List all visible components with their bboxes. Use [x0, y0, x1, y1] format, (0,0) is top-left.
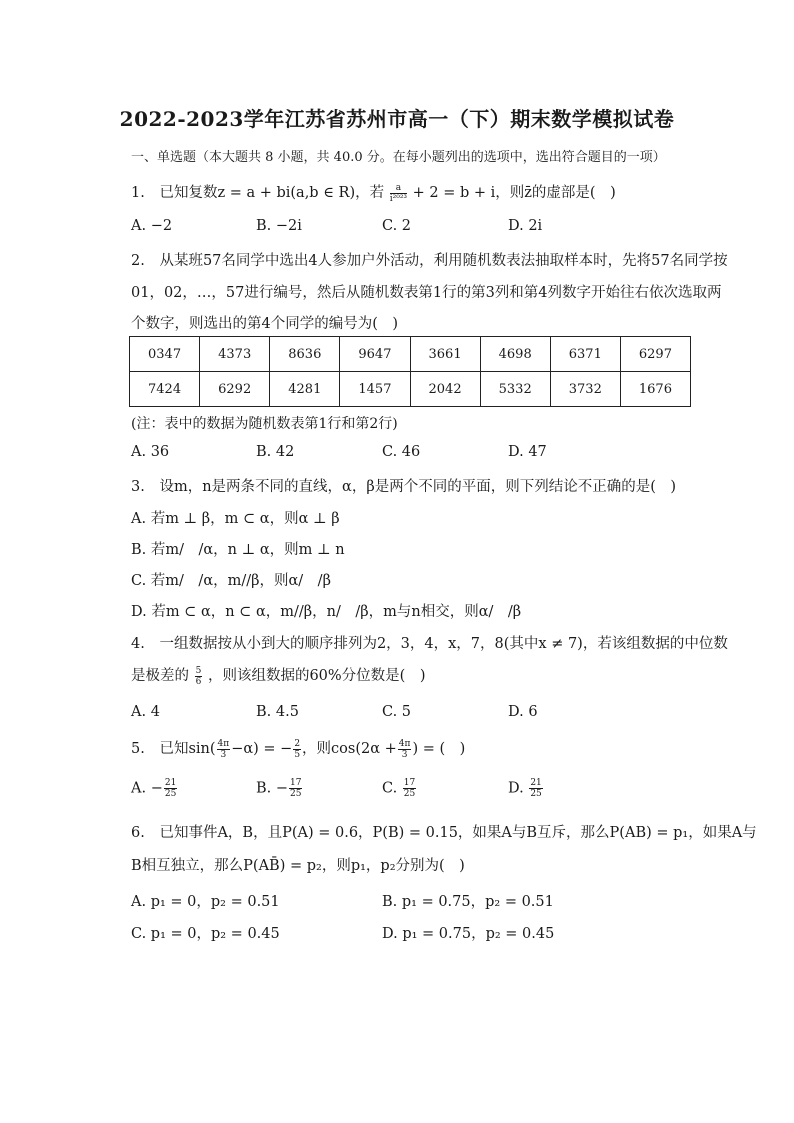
table-cell: 0347 — [130, 337, 200, 372]
table-row — [130, 372, 691, 407]
q1-fraction — [390, 183, 407, 204]
q1-fraction-numerator: a — [390, 183, 407, 194]
table-row — [130, 337, 691, 372]
table-cell: 1676 — [620, 372, 690, 407]
q5-fraction-2 — [293, 739, 301, 760]
q2-option-d[interactable]: D. 47 — [508, 444, 547, 460]
table-cell: 6297 — [620, 337, 690, 372]
page-title: 2022-2023学年江苏省苏州市高一（下）期末数学模拟试卷 — [119, 107, 675, 131]
q6-text-line2: B相互独立，那么P(AB̄) = p₂，则p₁，p₂分别为( ) — [131, 858, 465, 874]
fraction-numerator: 4π — [217, 738, 230, 749]
fraction-denominator: 25 — [530, 789, 542, 799]
q4-option-d[interactable]: D. 6 — [508, 704, 538, 720]
q3-option-a[interactable]: A. 若m ⊥ β，m ⊂ α，则α ⊥ β — [131, 511, 340, 527]
fraction-numerator: 21 — [164, 778, 177, 788]
random-number-table — [129, 336, 691, 407]
fraction-numerator: 2 — [294, 738, 301, 749]
q2-text-line3: 个数字，则选出的第4个同学的编号为( ) — [131, 316, 399, 332]
q3-option-c[interactable]: C. 若m/ /α，m//β，则α/ /β — [131, 573, 331, 589]
q4-text-line1: 一组数据按从小到大的顺序排列为2，3，4，x，7，8(其中x ≠ 7)，若该组数据的中位数 — [159, 636, 728, 652]
q3-option-d[interactable]: D. 若m ⊂ α，n ⊂ α，m//β，n/ /β，m与n相交，则α/ /β — [131, 604, 522, 620]
table-cell: 5332 — [480, 372, 550, 407]
q1-text-part2: + 2 = b + i，则z̄的虚部是( ) — [412, 185, 616, 201]
table-cell: 6292 — [200, 372, 270, 407]
q5-text-part1: 已知sin( — [159, 741, 216, 757]
q5-text-part4: ) = ( ) — [412, 741, 466, 757]
table-cell: 7424 — [130, 372, 200, 407]
q4-fraction-denominator: 6 — [195, 676, 202, 687]
q6-option-d[interactable]: D. p₁ = 0.75，p₂ = 0.45 — [382, 926, 555, 942]
question-number: 1. — [131, 185, 145, 201]
question-number: 2. — [131, 253, 145, 269]
fraction-numerator: 17 — [403, 778, 416, 788]
section-heading: 一、单选题（本大题共 8 小题，共 40.0 分。在每小题列出的选项中，选出符合题目的一项） — [131, 150, 666, 165]
option-label: B. − — [256, 780, 289, 797]
q3-text: 设m，n是两条不同的直线，α，β是两个不同的平面，则下列结论不正确的是( ) — [159, 479, 677, 495]
fraction-denominator: 3 — [401, 749, 408, 760]
q5-fraction-1 — [217, 739, 231, 760]
question-number: 4. — [131, 636, 145, 652]
option-fraction — [164, 778, 177, 799]
q1-fraction-denominator: i²⁰²³ — [389, 193, 408, 204]
table-cell: 9647 — [340, 337, 410, 372]
option-label: C. — [382, 780, 402, 797]
table-cell: 1457 — [340, 372, 410, 407]
q1-option-c[interactable]: C. 2 — [382, 218, 412, 234]
table-cell: 4281 — [270, 372, 340, 407]
q3-option-b[interactable]: B. 若m/ /α，n ⊥ α，则m ⊥ n — [131, 542, 345, 558]
table-cell: 6371 — [550, 337, 620, 372]
q2-option-c[interactable]: C. 46 — [382, 444, 421, 460]
fraction-numerator: 4π — [398, 738, 411, 749]
q5-text-part2: −α) = − — [231, 741, 293, 757]
option-fraction — [289, 778, 302, 799]
q2-option-a[interactable]: A. 36 — [131, 444, 170, 460]
q1-option-a[interactable]: A. −2 — [131, 218, 173, 234]
fraction-denominator: 3 — [220, 749, 227, 760]
q1-option-d[interactable]: D. 2i — [508, 218, 543, 234]
q6-option-c[interactable]: C. p₁ = 0，p₂ = 0.45 — [131, 926, 280, 942]
q4-option-a[interactable]: A. 4 — [131, 704, 160, 720]
question-5-stem — [131, 737, 465, 760]
q5-option-a[interactable] — [131, 778, 178, 799]
option-fraction — [403, 778, 416, 799]
question-2-line1 — [131, 249, 728, 270]
q4-fraction — [195, 666, 203, 687]
table-cell: 3661 — [410, 337, 480, 372]
q4-fraction-numerator: 5 — [195, 665, 202, 676]
q2-option-b[interactable]: B. 42 — [256, 444, 295, 460]
q4-text-line2 — [131, 664, 426, 687]
q5-option-d[interactable] — [508, 778, 544, 799]
table-cell: 3732 — [550, 372, 620, 407]
table-cell: 2042 — [410, 372, 480, 407]
fraction-denominator: 5 — [294, 749, 301, 760]
table-cell: 4698 — [480, 337, 550, 372]
fraction-denominator: 25 — [164, 789, 177, 799]
fraction-numerator: 17 — [290, 778, 302, 788]
q1-text-part1: 已知复数z = a + bi(a,b ∈ R)，若 — [159, 185, 385, 201]
table-cell: 4373 — [200, 337, 270, 372]
q2-text-line1: 从某班57名同学中选出4人参加户外活动，利用随机数表法抽取样本时，先将57名同学按 — [159, 253, 728, 269]
fraction-numerator: 21 — [530, 778, 542, 788]
q4-text-line2a: 是极差的 — [131, 668, 189, 684]
q4-option-b[interactable]: B. 4.5 — [256, 704, 299, 720]
q6-option-b[interactable]: B. p₁ = 0.75，p₂ = 0.51 — [382, 894, 554, 910]
question-number: 3. — [131, 479, 145, 495]
q6-text-line1: 已知事件A，B，且P(A) = 0.6，P(B) = 0.15，如果A与B互斥，那么P(AB) = p₁，如果A与 — [159, 825, 757, 841]
q2-text-line2: 01，02，…，57进行编号，然后从随机数表第1行的第3列和第4列数字开始往右依次选取两 — [131, 285, 722, 301]
table-cell: 8636 — [270, 337, 340, 372]
question-number: 5. — [131, 741, 145, 757]
q5-text-part3: ，则cos(2α + — [302, 741, 397, 757]
question-4-line1 — [131, 632, 728, 653]
question-1-stem — [131, 181, 616, 204]
question-6-line1 — [131, 821, 757, 842]
q5-fraction-3 — [398, 739, 412, 760]
question-3-stem — [131, 475, 676, 496]
q1-option-b[interactable]: B. −2i — [256, 218, 302, 234]
table-note: (注：表中的数据为随机数表第1行和第2行) — [131, 416, 398, 432]
q4-option-c[interactable]: C. 5 — [382, 704, 412, 720]
q5-option-b[interactable] — [256, 778, 303, 799]
question-number: 6. — [131, 825, 145, 841]
q4-text-line2b: ，则该组数据的60%分位数是( ) — [207, 668, 426, 684]
option-label: D. — [508, 780, 529, 797]
fraction-denominator: 25 — [403, 789, 416, 799]
option-label: A. − — [131, 780, 163, 797]
q5-option-c[interactable] — [382, 778, 417, 799]
fraction-denominator: 25 — [290, 789, 302, 799]
q6-option-a[interactable]: A. p₁ = 0，p₂ = 0.51 — [131, 894, 280, 910]
option-fraction — [529, 778, 542, 799]
